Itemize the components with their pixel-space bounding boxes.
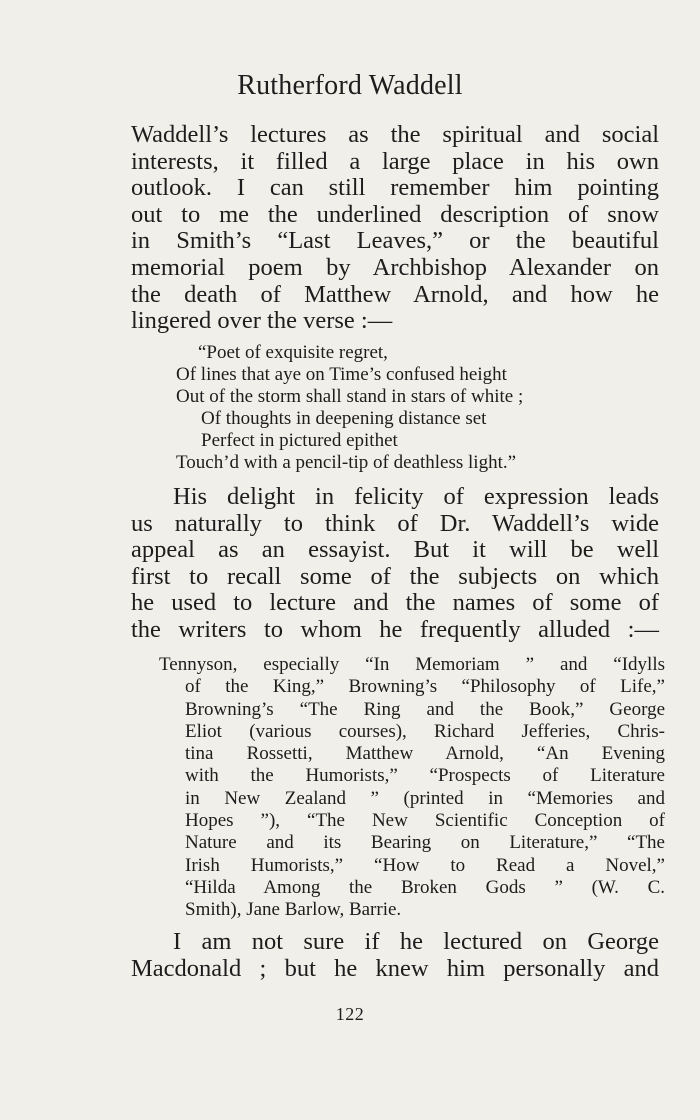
list-line: tina Rossetti, Matthew Arnold, “An Evening: [185, 743, 665, 765]
list-line: with the Humorists,” “Prospects of Literature: [185, 765, 665, 787]
verse-line: Out of the storm shall stand in stars of white ;: [176, 386, 524, 407]
text-line: the death of Matthew Arnold, and how he: [131, 280, 659, 308]
text-line: lingered over the verse :—: [131, 307, 393, 335]
list-line: Browning’s “The Ring and the Book,” George: [185, 698, 665, 720]
text-line: I am not sure if he lectured on George: [173, 928, 659, 955]
paragraph-1: [131, 122, 659, 335]
paragraph-2: [131, 484, 659, 644]
verse-line: “Poet of exquisite regret,: [198, 342, 388, 363]
text-line: interests, it filled a large place in his own: [131, 147, 659, 175]
page-number: 122: [335, 1004, 365, 1024]
list-line: in New Zealand ” (printed in “Memories and: [185, 787, 665, 809]
verse-line: Perfect in pictured epithet: [201, 430, 398, 451]
text-line: he used to lecture and the names of some of: [131, 589, 659, 617]
list-line: of the King,” Browning’s “Philosophy of Life,”: [185, 676, 665, 698]
verse-line: Of thoughts in deepening distance set: [201, 408, 487, 429]
text-line: Macdonald ; but he knew him personally and: [131, 954, 659, 982]
text-line: out to me the underlined description of snow: [131, 200, 659, 228]
list-line: Tennyson, especially “In Memoriam ” and “Idylls: [159, 654, 665, 675]
text-line: memorial poem by Archbishop Alexander on: [131, 253, 659, 281]
text-line: His delight in felicity of expression leads: [173, 483, 659, 510]
text-line: in Smith’s “Last Leaves,” or the beautiful: [131, 227, 659, 255]
list-line: Hopes ”), “The New Scientific Conception of: [185, 810, 665, 832]
text-line: us naturally to think of Dr. Waddell’s wide: [131, 509, 659, 537]
verse-line: Of lines that aye on Time’s confused height: [176, 364, 507, 385]
text-line: outlook. I can still remember him pointing: [131, 174, 659, 202]
verse-quotation: [176, 342, 636, 474]
list-line: Smith), Jane Barlow, Barrie.: [185, 899, 402, 921]
text-line: the writers to whom he frequently alluded :—: [131, 615, 659, 643]
list-line: Eliot (various courses), Richard Jefferies, Chris-: [185, 720, 665, 742]
lecture-list: [159, 654, 665, 922]
running-head: Rutherford Waddell: [237, 70, 463, 101]
paragraph-3: [131, 929, 659, 982]
list-line: Nature and its Bearing on Literature,” “The: [185, 832, 665, 854]
list-line: Irish Humorists,” “How to Read a Novel,”: [185, 854, 665, 876]
text-line: Waddell’s lectures as the spiritual and social: [131, 121, 659, 148]
text-line: first to recall some of the subjects on which: [131, 562, 659, 590]
list-line: “Hilda Among the Broken Gods ” (W. C.: [185, 876, 665, 898]
verse-line: Touch’d with a pencil-tip of deathless light.”: [176, 452, 517, 473]
text-line: appeal as an essayist. But it will be well: [131, 536, 659, 564]
